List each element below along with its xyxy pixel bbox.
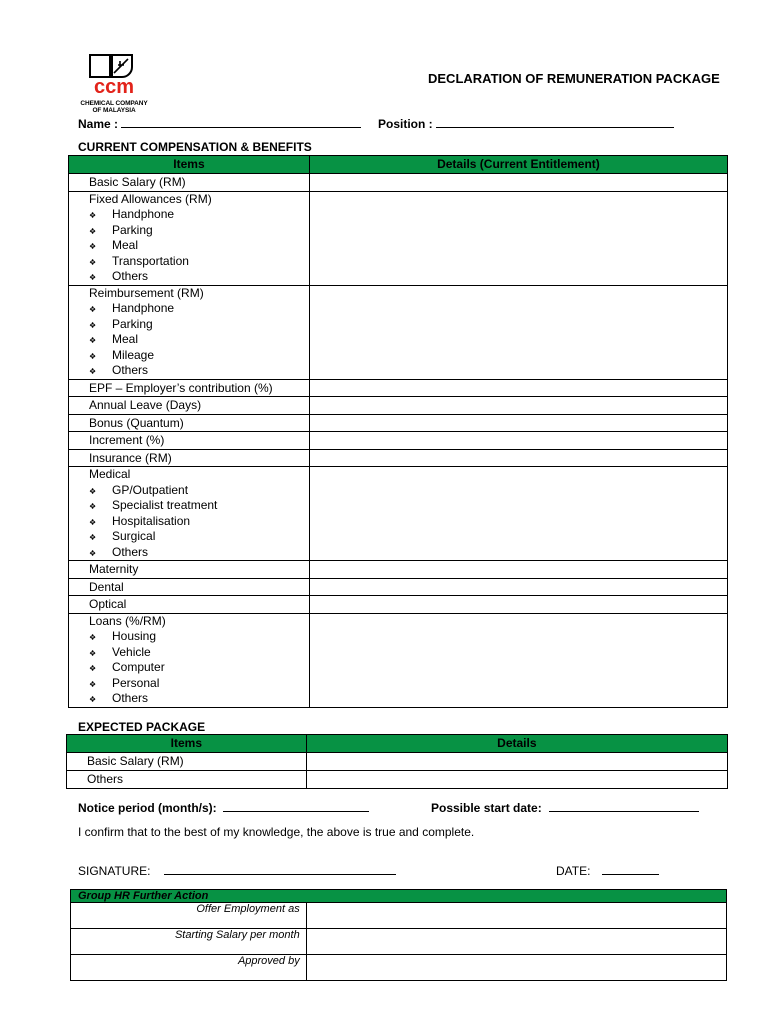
list-item — [89, 691, 309, 707]
details-cell[interactable] — [309, 578, 727, 596]
table-row — [67, 771, 728, 789]
row-label: Offer Employment as — [71, 903, 307, 929]
row-items-cell — [69, 613, 310, 707]
details-cell[interactable] — [309, 191, 727, 285]
sub-item-label: Specialist treatment — [112, 498, 218, 512]
table-row — [69, 449, 728, 467]
diamond-bullet-icon: ❖ — [89, 351, 97, 361]
table-row — [69, 379, 728, 397]
position-underline[interactable] — [436, 116, 674, 128]
diamond-bullet-icon: ❖ — [89, 502, 97, 511]
row-label: Maternity — [89, 562, 139, 576]
details-cell[interactable] — [309, 596, 727, 614]
header-details: Details (Current Entitlement) — [309, 156, 727, 174]
row-items-cell — [69, 578, 310, 596]
row-items-cell — [69, 174, 310, 192]
sub-item-label: Surgical — [112, 529, 156, 543]
table-row — [69, 414, 728, 432]
table-row — [69, 285, 728, 379]
diamond-bullet-icon: ❖ — [89, 517, 97, 527]
details-cell[interactable] — [309, 397, 727, 415]
details-cell[interactable] — [309, 467, 727, 561]
name-underline[interactable] — [121, 116, 361, 128]
table-row — [71, 903, 727, 929]
diamond-bullet-icon: ❖ — [89, 679, 97, 689]
details-cell[interactable] — [306, 771, 727, 789]
sub-item-label: Others — [112, 269, 149, 283]
details-cell[interactable] — [309, 561, 727, 579]
diamond-bullet-icon: ❖ — [89, 320, 97, 330]
row-items-cell — [69, 397, 310, 415]
signature-underline[interactable] — [164, 863, 396, 875]
section-current-title: CURRENT COMPENSATION & BENEFITS — [78, 140, 312, 154]
list-item — [89, 238, 309, 254]
details-cell[interactable] — [309, 379, 727, 397]
row-items-cell — [69, 561, 310, 579]
table-row — [69, 613, 728, 707]
list-item — [89, 645, 309, 661]
sub-item-label: Meal — [112, 238, 139, 252]
row-items-cell — [69, 467, 310, 561]
sub-item-label: Others — [112, 544, 149, 559]
name-field[interactable] — [78, 116, 361, 131]
table-row — [69, 578, 728, 596]
row-items-cell — [69, 414, 310, 432]
diamond-bullet-icon: ❖ — [89, 211, 97, 220]
table-row — [69, 596, 728, 614]
header-items: Items — [67, 735, 307, 753]
row-label: Basic Salary (RM) — [89, 175, 186, 189]
row-items-cell — [69, 596, 310, 614]
date-underline[interactable] — [602, 863, 659, 875]
diamond-bullet-icon: ❖ — [89, 367, 97, 376]
details-cell[interactable] — [309, 174, 727, 192]
table-row — [69, 432, 728, 450]
table-header-row — [69, 156, 728, 174]
confirmation-text: I confirm that to the best of my knowledge, the above is true and complete. — [78, 825, 475, 839]
list-item — [89, 301, 309, 317]
details-cell[interactable] — [306, 955, 726, 981]
sub-item-label: Parking — [112, 222, 153, 237]
position-label: Position : — [378, 117, 433, 131]
date-field[interactable] — [556, 863, 659, 878]
list-item — [89, 348, 309, 364]
row-label: Dental — [89, 579, 124, 594]
list-item — [89, 269, 309, 285]
row-items-cell — [69, 285, 310, 379]
details-cell[interactable] — [306, 903, 726, 929]
row-label: Increment (%) — [89, 433, 165, 447]
sub-item-label: Hospitalisation — [112, 513, 191, 528]
row-items-cell — [69, 432, 310, 450]
list-item — [89, 545, 309, 561]
details-cell[interactable] — [309, 285, 727, 379]
list-item — [89, 483, 309, 499]
document-title: DECLARATION OF REMUNERATION PACKAGE — [428, 71, 720, 86]
row-label: Medical — [89, 467, 131, 481]
row-label: Approved by — [71, 955, 307, 981]
row-label: Bonus (Quantum) — [89, 415, 184, 430]
notice-period-underline[interactable] — [223, 800, 369, 812]
start-date-label: Possible start date: — [431, 801, 542, 815]
details-cell[interactable] — [309, 432, 727, 450]
sub-item-label: Mileage — [112, 347, 155, 362]
diamond-bullet-icon: ❖ — [89, 486, 97, 496]
date-label: DATE: — [556, 864, 591, 878]
details-cell[interactable] — [309, 414, 727, 432]
details-cell[interactable] — [309, 613, 727, 707]
start-date-field[interactable] — [431, 800, 699, 815]
hr-action-title: Group HR Further Action — [71, 890, 727, 903]
sub-item-label: Others — [112, 363, 149, 377]
row-items-cell — [69, 449, 310, 467]
list-item — [89, 223, 309, 239]
table-row — [69, 397, 728, 415]
table-row — [69, 467, 728, 561]
row-label: Insurance (RM) — [89, 450, 172, 465]
sub-item-label: Computer — [112, 660, 165, 674]
sub-item-label: Personal — [112, 675, 160, 690]
row-label: Starting Salary per month — [71, 929, 307, 955]
diamond-bullet-icon: ❖ — [89, 336, 97, 345]
table-row — [67, 753, 728, 771]
diamond-bullet-icon: ❖ — [89, 664, 97, 673]
sub-item-label: GP/Outpatient — [112, 482, 189, 497]
sub-item-label: Handphone — [112, 207, 175, 221]
table-header-row — [67, 735, 728, 753]
details-cell[interactable] — [306, 929, 726, 955]
list-item — [89, 529, 309, 545]
details-cell[interactable] — [309, 449, 727, 467]
header-details: Details — [306, 735, 727, 753]
header-items: Items — [69, 156, 310, 174]
notice-period-label: Notice period (month/s): — [78, 801, 217, 815]
row-label: Annual Leave (Days) — [89, 398, 202, 412]
diamond-bullet-icon: ❖ — [89, 305, 97, 314]
sub-item-label: Handphone — [112, 301, 175, 315]
section-expected-title: EXPECTED PACKAGE — [78, 720, 206, 734]
list-item — [89, 332, 309, 348]
table-row — [69, 561, 728, 579]
expected-package-table — [66, 734, 728, 789]
diamond-bullet-icon: ❖ — [89, 548, 97, 558]
position-field[interactable] — [378, 116, 674, 131]
list-item — [89, 254, 309, 270]
signature-label: SIGNATURE: — [78, 864, 151, 878]
details-cell[interactable] — [306, 753, 727, 771]
row-items-cell — [69, 191, 310, 285]
table-row — [71, 955, 727, 981]
table-row — [69, 174, 728, 192]
row-label: EPF – Employer’s contribution (%) — [89, 380, 273, 395]
diamond-bullet-icon: ❖ — [89, 242, 97, 251]
sub-item-label: Others — [112, 691, 149, 705]
sub-item-label: Meal — [112, 332, 139, 346]
list-item — [89, 498, 309, 514]
diamond-bullet-icon: ❖ — [89, 533, 97, 542]
diamond-bullet-icon: ❖ — [89, 648, 97, 658]
diamond-bullet-icon: ❖ — [89, 633, 97, 642]
diamond-bullet-icon: ❖ — [89, 695, 97, 704]
hr-action-table — [70, 889, 727, 981]
row-items-cell — [69, 379, 310, 397]
diamond-bullet-icon: ❖ — [89, 226, 97, 236]
row-label: Others — [67, 771, 307, 789]
list-item — [89, 317, 309, 333]
current-compensation-table — [68, 155, 728, 708]
row-label: Reimbursement (RM) — [89, 285, 204, 300]
sub-item-label: Parking — [112, 316, 153, 331]
list-item — [89, 514, 309, 530]
company-name: CHEMICAL COMPANY OF MALAYSIA — [80, 100, 148, 114]
row-label: Optical — [89, 597, 127, 611]
list-item — [89, 660, 309, 676]
name-label: Name : — [78, 117, 119, 131]
row-label: Basic Salary (RM) — [67, 753, 307, 771]
start-date-underline[interactable] — [549, 800, 699, 812]
row-label: Fixed Allowances (RM) — [89, 191, 212, 206]
diamond-bullet-icon: ❖ — [89, 273, 97, 282]
row-label: Loans (%/RM) — [89, 613, 166, 628]
sub-item-label: Vehicle — [112, 644, 151, 659]
sub-item-label: Transportation — [112, 253, 189, 268]
notice-period-field[interactable] — [78, 800, 369, 815]
sub-item-label: Housing — [112, 629, 157, 643]
list-item — [89, 207, 309, 223]
table-row — [71, 929, 727, 955]
signature-field[interactable] — [78, 863, 396, 878]
diamond-bullet-icon: ❖ — [89, 257, 97, 267]
list-item — [89, 676, 309, 692]
table-row — [69, 191, 728, 285]
list-item — [89, 629, 309, 645]
list-item — [89, 363, 309, 379]
brand-text: ccm — [93, 76, 135, 98]
